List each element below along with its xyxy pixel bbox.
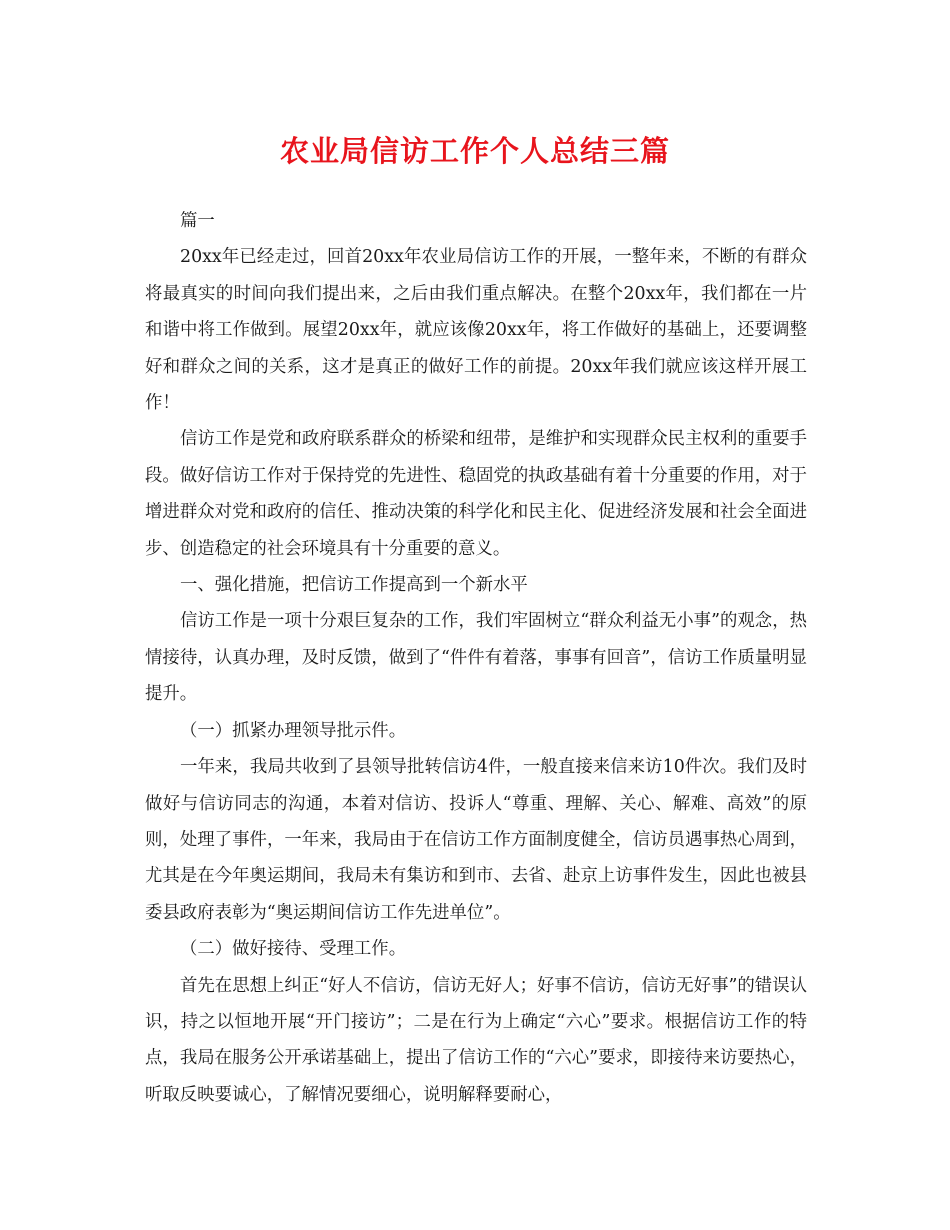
paragraph-leader-instructions: 一年来，我局共收到了县领导批转信访4件，一般直接来信来访10件次。我们及时做好与信访同志的沟通，本着对信访、投诉人“尊重、理解、关心、解难、高效”的原则，处理了事件，一年来，我局由于在信访工作方面制度健全，信访员遇事热心周到，尤其是在今年奥运期间，我局未有集访和到市、去省、赴京上访事件发生，因此也被县委县政府表彰为“奥运期间信访工作先进单位”。 — [145, 757, 807, 923]
document-body — [145, 203, 807, 1113]
section-heading-measures: 一、强化措施，把信访工作提高到一个新水平 — [180, 575, 528, 596]
paragraph-measures: 信访工作是一项十分艰巨复杂的工作，我们牢固树立“群众利益无小事”的观念，热情接待，认真办理，及时反馈，做到了“件件有着落，事事有回音”，信访工作质量明显提升。 — [145, 611, 807, 705]
document-title: 农业局信访工作个人总结三篇 — [279, 134, 670, 168]
paragraph-reception: 首先在思想上纠正“好人不信访，信访无好人；好事不信访，信访无好事”的错误认识，持之以恒地开展“开门接访”；二是在行为上确定“六心”要求。根据信访工作的特点，我局在服务公开承诺基础上，提出了信访工作的“六心”要求，即接待来访要热心，听取反映要诚心，了解情况要细心，说明解释要耐心， — [145, 975, 807, 1105]
subheading-reception: （二）做好接待、受理工作。 — [180, 939, 407, 960]
paragraph-importance: 信访工作是党和政府联系群众的桥梁和纽带，是维护和实现群众民主权利的重要手段。做好信访工作对于保持党的先进性、稳固党的执政基础有着十分重要的作用，对于增进群众对党和政府的信任、推动决策的科学化和民主化、促进经济发展和社会全面进步、创造稳定的社会环境具有十分重要的意义。 — [145, 429, 807, 559]
section-heading-part-one: 篇一 — [180, 211, 215, 231]
subheading-leader-instructions: （一）抓紧办理领导批示件。 — [180, 720, 407, 741]
paragraph-intro: 20xx年已经走过，回首20xx年农业局信访工作的开展，一整年来，不断的有群众将最真实的时间向我们提出来，之后由我们重点解决。在整个20xx年，我们都在一片和谐中将工作做到。展望20xx年，就应该像20xx年，将工作做好的基础上，还要调整好和群众之间的关系，这才是真正的做好工作的前提。20xx年我们就应该这样开展工作！ — [145, 247, 807, 414]
